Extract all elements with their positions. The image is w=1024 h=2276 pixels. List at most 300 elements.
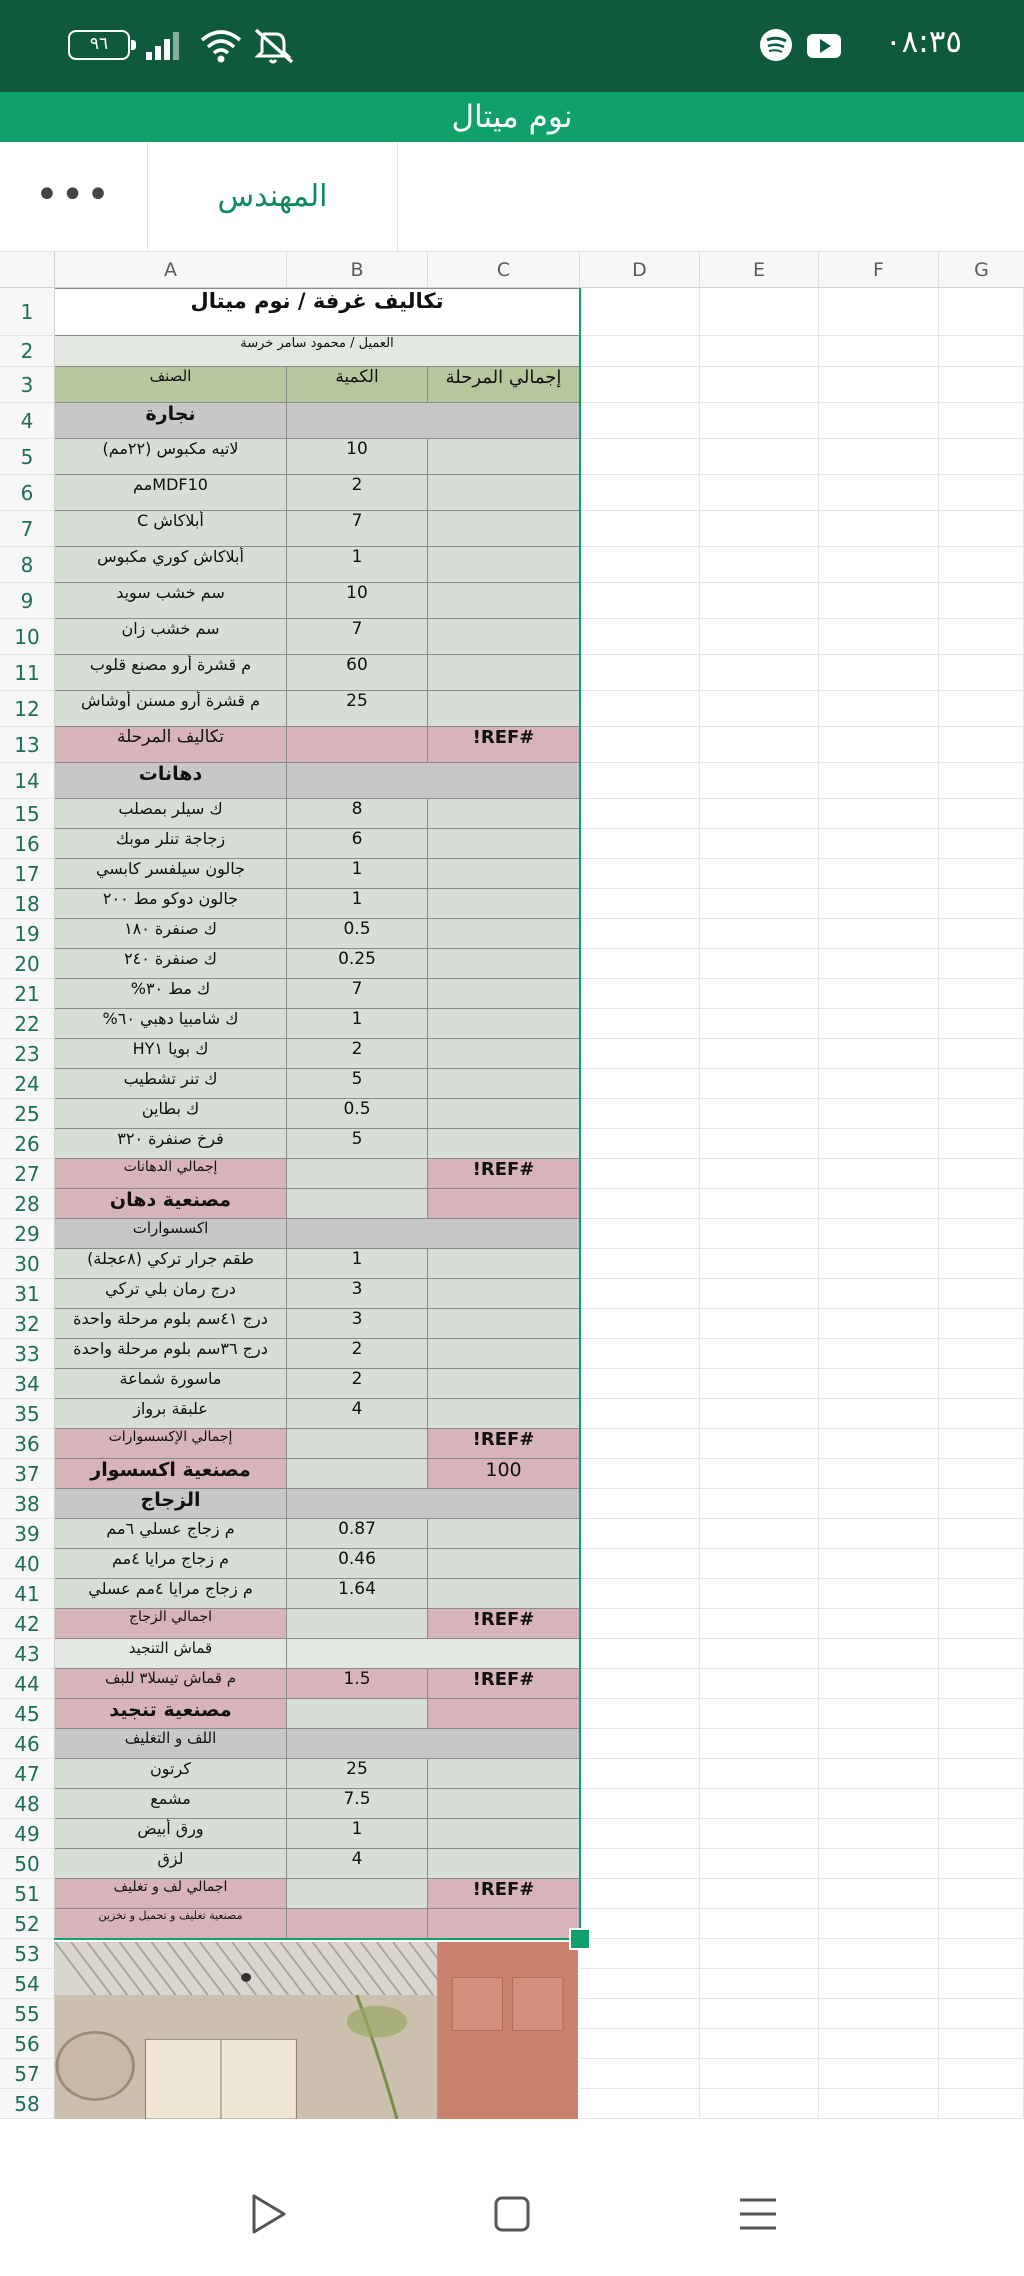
empty-cell[interactable] bbox=[700, 799, 819, 829]
cell-a45[interactable]: مصنعية تنجيد bbox=[55, 1699, 287, 1729]
empty-cell[interactable] bbox=[819, 1159, 939, 1189]
empty-cell[interactable] bbox=[939, 1339, 1024, 1369]
cell-c34[interactable] bbox=[428, 1369, 580, 1399]
cell-c4[interactable] bbox=[287, 403, 580, 439]
empty-cell[interactable] bbox=[819, 949, 939, 979]
empty-cell[interactable] bbox=[700, 1249, 819, 1279]
cell-c21[interactable] bbox=[428, 979, 580, 1009]
empty-cell[interactable] bbox=[700, 949, 819, 979]
empty-cell[interactable] bbox=[939, 1189, 1024, 1219]
cell-a6[interactable]: MDF10مم bbox=[55, 475, 287, 511]
cell-c27[interactable]: #REF! bbox=[428, 1159, 580, 1189]
empty-cell[interactable] bbox=[819, 1099, 939, 1129]
cell-c19[interactable] bbox=[428, 919, 580, 949]
cell-c6[interactable] bbox=[428, 475, 580, 511]
empty-cell[interactable] bbox=[580, 1819, 700, 1849]
empty-cell[interactable] bbox=[580, 511, 700, 547]
empty-cell[interactable] bbox=[700, 919, 819, 949]
empty-cell[interactable] bbox=[819, 1399, 939, 1429]
cell-c51[interactable]: #REF! bbox=[428, 1879, 580, 1909]
cell-c35[interactable] bbox=[428, 1399, 580, 1429]
row-header-54[interactable]: 54 bbox=[0, 1969, 55, 1999]
row-header-48[interactable]: 48 bbox=[0, 1789, 55, 1819]
cell-c7[interactable] bbox=[428, 511, 580, 547]
empty-cell[interactable] bbox=[700, 1279, 819, 1309]
empty-cell[interactable] bbox=[580, 1639, 700, 1669]
empty-cell[interactable] bbox=[819, 1369, 939, 1399]
cell-c22[interactable] bbox=[428, 1009, 580, 1039]
empty-cell[interactable] bbox=[580, 1069, 700, 1099]
cell-a15[interactable]: ك سيلر بمصلب bbox=[55, 799, 287, 829]
empty-cell[interactable] bbox=[580, 619, 700, 655]
empty-cell[interactable] bbox=[939, 1879, 1024, 1909]
empty-cell[interactable] bbox=[819, 475, 939, 511]
row-header-28[interactable]: 28 bbox=[0, 1189, 55, 1219]
cell-a52[interactable]: مصنعية تغليف و تحميل و تخزين bbox=[55, 1909, 287, 1939]
empty-cell[interactable] bbox=[580, 691, 700, 727]
empty-cell[interactable] bbox=[819, 1579, 939, 1609]
empty-cell[interactable] bbox=[580, 1459, 700, 1489]
cell-b15[interactable]: 8 bbox=[287, 799, 428, 829]
empty-cell[interactable] bbox=[700, 1309, 819, 1339]
tab-engineer[interactable]: المهندس bbox=[148, 142, 398, 252]
empty-cell[interactable] bbox=[580, 2089, 700, 2119]
empty-cell[interactable] bbox=[580, 403, 700, 439]
cell-b50[interactable]: 4 bbox=[287, 1849, 428, 1879]
empty-cell[interactable] bbox=[700, 403, 819, 439]
empty-cell[interactable] bbox=[580, 1189, 700, 1219]
row-header-3[interactable]: 3 bbox=[0, 367, 55, 403]
cell-c49[interactable] bbox=[428, 1819, 580, 1849]
empty-cell[interactable] bbox=[580, 1219, 700, 1249]
cell-a26[interactable]: فرخ صنفرة ٣٢٠ bbox=[55, 1129, 287, 1159]
cell-b42[interactable] bbox=[287, 1609, 428, 1639]
empty-cell[interactable] bbox=[939, 583, 1024, 619]
row-header-51[interactable]: 51 bbox=[0, 1879, 55, 1909]
empty-cell[interactable] bbox=[580, 1519, 700, 1549]
empty-cell[interactable] bbox=[939, 1219, 1024, 1249]
empty-cell[interactable] bbox=[819, 919, 939, 949]
empty-cell[interactable] bbox=[939, 1069, 1024, 1099]
empty-cell[interactable] bbox=[939, 2059, 1024, 2089]
empty-cell[interactable] bbox=[700, 655, 819, 691]
empty-cell[interactable] bbox=[580, 1579, 700, 1609]
cell-a3[interactable]: الصنف bbox=[55, 367, 287, 403]
cell-b51[interactable] bbox=[287, 1879, 428, 1909]
empty-cell[interactable] bbox=[580, 655, 700, 691]
cell-b21[interactable]: 7 bbox=[287, 979, 428, 1009]
empty-cell[interactable] bbox=[580, 475, 700, 511]
row-header-17[interactable]: 17 bbox=[0, 859, 55, 889]
empty-cell[interactable] bbox=[939, 1459, 1024, 1489]
cell-a18[interactable]: جالون دوكو مط ٢٠٠ bbox=[55, 889, 287, 919]
cell-b41[interactable]: 1.64 bbox=[287, 1579, 428, 1609]
cell-a31[interactable]: درج رمان بلي تركي bbox=[55, 1279, 287, 1309]
empty-cell[interactable] bbox=[819, 367, 939, 403]
empty-cell[interactable] bbox=[939, 439, 1024, 475]
empty-cell[interactable] bbox=[819, 1009, 939, 1039]
empty-cell[interactable] bbox=[580, 1429, 700, 1459]
cell-a28[interactable]: مصنعية دهان bbox=[55, 1189, 287, 1219]
empty-cell[interactable] bbox=[580, 859, 700, 889]
empty-cell[interactable] bbox=[819, 1609, 939, 1639]
cell-b5[interactable]: 10 bbox=[287, 439, 428, 475]
cell-c20[interactable] bbox=[428, 949, 580, 979]
cell-b44[interactable]: 1.5 bbox=[287, 1669, 428, 1699]
cell-a21[interactable]: ك مط ٣٠% bbox=[55, 979, 287, 1009]
empty-cell[interactable] bbox=[700, 439, 819, 475]
empty-cell[interactable] bbox=[819, 1639, 939, 1669]
row-header-38[interactable]: 38 bbox=[0, 1489, 55, 1519]
cell-a36[interactable]: إجمالي الإكسسوارات bbox=[55, 1429, 287, 1459]
empty-cell[interactable] bbox=[580, 979, 700, 1009]
cell-c29[interactable] bbox=[287, 1219, 580, 1249]
cell-a9[interactable]: سم خشب سويد bbox=[55, 583, 287, 619]
empty-cell[interactable] bbox=[700, 2059, 819, 2089]
empty-cell[interactable] bbox=[700, 1939, 819, 1969]
empty-cell[interactable] bbox=[700, 1549, 819, 1579]
cell-b28[interactable] bbox=[287, 1189, 428, 1219]
cell-c50[interactable] bbox=[428, 1849, 580, 1879]
row-header-57[interactable]: 57 bbox=[0, 2059, 55, 2089]
cell-b3[interactable]: الكمية bbox=[287, 367, 428, 403]
empty-cell[interactable] bbox=[939, 1699, 1024, 1729]
cell-a29[interactable]: اكسسوارات bbox=[55, 1219, 287, 1249]
row-header-39[interactable]: 39 bbox=[0, 1519, 55, 1549]
empty-cell[interactable] bbox=[700, 1699, 819, 1729]
empty-cell[interactable] bbox=[700, 1849, 819, 1879]
cell-c33[interactable] bbox=[428, 1339, 580, 1369]
empty-cell[interactable] bbox=[939, 288, 1024, 336]
cell-b6[interactable]: 2 bbox=[287, 475, 428, 511]
cell-c13[interactable]: #REF! bbox=[428, 727, 580, 763]
empty-cell[interactable] bbox=[939, 1489, 1024, 1519]
spreadsheet-grid[interactable] bbox=[0, 252, 1024, 2152]
cell-a23[interactable]: ك بويا HY١ bbox=[55, 1039, 287, 1069]
cell-a1[interactable]: تكاليف غرفة / نوم ميتال bbox=[55, 288, 580, 336]
row-header-45[interactable]: 45 bbox=[0, 1699, 55, 1729]
row-header-23[interactable]: 23 bbox=[0, 1039, 55, 1069]
cell-a32[interactable]: درج ٤١سم بلوم مرحلة واحدة bbox=[55, 1309, 287, 1339]
empty-cell[interactable] bbox=[819, 583, 939, 619]
empty-cell[interactable] bbox=[819, 1669, 939, 1699]
row-header-30[interactable]: 30 bbox=[0, 1249, 55, 1279]
cell-c31[interactable] bbox=[428, 1279, 580, 1309]
cell-c39[interactable] bbox=[428, 1519, 580, 1549]
cell-a27[interactable]: إجمالي الدهانات bbox=[55, 1159, 287, 1189]
row-header-52[interactable]: 52 bbox=[0, 1909, 55, 1939]
empty-cell[interactable] bbox=[819, 1819, 939, 1849]
row-header-14[interactable]: 14 bbox=[0, 763, 55, 799]
empty-cell[interactable] bbox=[939, 1639, 1024, 1669]
cell-b40[interactable]: 0.46 bbox=[287, 1549, 428, 1579]
cell-a34[interactable]: ماسورة شماعة bbox=[55, 1369, 287, 1399]
row-header-24[interactable]: 24 bbox=[0, 1069, 55, 1099]
cell-a49[interactable]: ورق أبيض bbox=[55, 1819, 287, 1849]
empty-cell[interactable] bbox=[939, 1099, 1024, 1129]
cell-c25[interactable] bbox=[428, 1099, 580, 1129]
cell-a11[interactable]: م قشرة أرو مصنع قلوب bbox=[55, 655, 287, 691]
row-header-16[interactable]: 16 bbox=[0, 829, 55, 859]
row-header-2[interactable]: 2 bbox=[0, 336, 55, 367]
cell-c10[interactable] bbox=[428, 619, 580, 655]
cell-a47[interactable]: كرتون bbox=[55, 1759, 287, 1789]
cell-b8[interactable]: 1 bbox=[287, 547, 428, 583]
empty-cell[interactable] bbox=[700, 288, 819, 336]
cell-a22[interactable]: ك شامبيا دهبي ٦٠% bbox=[55, 1009, 287, 1039]
empty-cell[interactable] bbox=[819, 829, 939, 859]
cell-c16[interactable] bbox=[428, 829, 580, 859]
column-header-e[interactable]: E bbox=[700, 252, 819, 288]
column-header-f[interactable]: F bbox=[819, 252, 939, 288]
cell-a35[interactable]: علبقة برواز bbox=[55, 1399, 287, 1429]
row-header-55[interactable]: 55 bbox=[0, 1999, 55, 2029]
row-header-50[interactable]: 50 bbox=[0, 1849, 55, 1879]
empty-cell[interactable] bbox=[580, 1009, 700, 1039]
row-header-18[interactable]: 18 bbox=[0, 889, 55, 919]
cell-b18[interactable]: 1 bbox=[287, 889, 428, 919]
empty-cell[interactable] bbox=[580, 1699, 700, 1729]
empty-cell[interactable] bbox=[700, 1759, 819, 1789]
empty-cell[interactable] bbox=[700, 1399, 819, 1429]
cell-b34[interactable]: 2 bbox=[287, 1369, 428, 1399]
cell-c43[interactable] bbox=[287, 1639, 580, 1669]
cell-c15[interactable] bbox=[428, 799, 580, 829]
cell-c3[interactable]: إجمالي المرحلة bbox=[428, 367, 580, 403]
empty-cell[interactable] bbox=[700, 2089, 819, 2119]
row-header-56[interactable]: 56 bbox=[0, 2029, 55, 2059]
empty-cell[interactable] bbox=[700, 583, 819, 619]
row-header-20[interactable]: 20 bbox=[0, 949, 55, 979]
empty-cell[interactable] bbox=[700, 1159, 819, 1189]
empty-cell[interactable] bbox=[700, 1879, 819, 1909]
empty-cell[interactable] bbox=[939, 547, 1024, 583]
column-header-g[interactable]: G bbox=[939, 252, 1024, 288]
empty-cell[interactable] bbox=[580, 1729, 700, 1759]
empty-cell[interactable] bbox=[819, 1759, 939, 1789]
menu-icon[interactable] bbox=[698, 2152, 818, 2276]
cell-c26[interactable] bbox=[428, 1129, 580, 1159]
empty-cell[interactable] bbox=[819, 799, 939, 829]
cell-a38[interactable]: الزجاج bbox=[55, 1489, 287, 1519]
cell-a37[interactable]: مصنعية اكسسوار bbox=[55, 1459, 287, 1489]
cell-c40[interactable] bbox=[428, 1549, 580, 1579]
empty-cell[interactable] bbox=[580, 288, 700, 336]
column-header-b[interactable]: B bbox=[287, 252, 428, 288]
row-header-35[interactable]: 35 bbox=[0, 1399, 55, 1429]
empty-cell[interactable] bbox=[939, 2029, 1024, 2059]
cell-a43[interactable]: قماش التنجيد bbox=[55, 1639, 287, 1669]
empty-cell[interactable] bbox=[939, 1729, 1024, 1759]
cell-b11[interactable]: 60 bbox=[287, 655, 428, 691]
empty-cell[interactable] bbox=[939, 1609, 1024, 1639]
cell-b47[interactable]: 25 bbox=[287, 1759, 428, 1789]
row-header-15[interactable]: 15 bbox=[0, 799, 55, 829]
empty-cell[interactable] bbox=[580, 1999, 700, 2029]
cell-c5[interactable] bbox=[428, 439, 580, 475]
cell-c44[interactable]: #REF! bbox=[428, 1669, 580, 1699]
empty-cell[interactable] bbox=[580, 1939, 700, 1969]
empty-cell[interactable] bbox=[819, 1039, 939, 1069]
cell-c37[interactable]: 100 bbox=[428, 1459, 580, 1489]
empty-cell[interactable] bbox=[819, 859, 939, 889]
empty-cell[interactable] bbox=[700, 1639, 819, 1669]
row-header-44[interactable]: 44 bbox=[0, 1669, 55, 1699]
empty-cell[interactable] bbox=[580, 763, 700, 799]
cell-b12[interactable]: 25 bbox=[287, 691, 428, 727]
empty-cell[interactable] bbox=[939, 979, 1024, 1009]
empty-cell[interactable] bbox=[819, 1339, 939, 1369]
row-header-19[interactable]: 19 bbox=[0, 919, 55, 949]
row-header-8[interactable]: 8 bbox=[0, 547, 55, 583]
empty-cell[interactable] bbox=[939, 829, 1024, 859]
empty-cell[interactable] bbox=[939, 919, 1024, 949]
empty-cell[interactable] bbox=[580, 829, 700, 859]
row-header-46[interactable]: 46 bbox=[0, 1729, 55, 1759]
empty-cell[interactable] bbox=[939, 475, 1024, 511]
empty-cell[interactable] bbox=[939, 1399, 1024, 1429]
select-all-corner[interactable] bbox=[0, 252, 55, 288]
cell-a24[interactable]: ك تنر تشطيب bbox=[55, 1069, 287, 1099]
empty-cell[interactable] bbox=[939, 1819, 1024, 1849]
row-header-1[interactable]: 1 bbox=[0, 288, 55, 336]
empty-cell[interactable] bbox=[819, 979, 939, 1009]
cell-b25[interactable]: 0.5 bbox=[287, 1099, 428, 1129]
empty-cell[interactable] bbox=[700, 511, 819, 547]
empty-cell[interactable] bbox=[580, 1909, 700, 1939]
cell-a14[interactable]: دهانات bbox=[55, 763, 287, 799]
cell-c24[interactable] bbox=[428, 1069, 580, 1099]
empty-cell[interactable] bbox=[819, 1519, 939, 1549]
cell-c18[interactable] bbox=[428, 889, 580, 919]
column-header-c[interactable]: C bbox=[428, 252, 580, 288]
empty-cell[interactable] bbox=[819, 1729, 939, 1759]
cell-b45[interactable] bbox=[287, 1699, 428, 1729]
cell-c52[interactable] bbox=[428, 1909, 580, 1939]
empty-cell[interactable] bbox=[819, 727, 939, 763]
cell-c48[interactable] bbox=[428, 1789, 580, 1819]
cell-c38[interactable] bbox=[287, 1489, 580, 1519]
empty-cell[interactable] bbox=[580, 336, 700, 367]
cell-c14[interactable] bbox=[287, 763, 580, 799]
cell-a46[interactable]: اللف و التغليف bbox=[55, 1729, 287, 1759]
empty-cell[interactable] bbox=[939, 1999, 1024, 2029]
cell-b39[interactable]: 0.87 bbox=[287, 1519, 428, 1549]
cell-a8[interactable]: أبلاكاش كوري مكبوس bbox=[55, 547, 287, 583]
cell-c41[interactable] bbox=[428, 1579, 580, 1609]
cell-c23[interactable] bbox=[428, 1039, 580, 1069]
empty-cell[interactable] bbox=[819, 1429, 939, 1459]
cell-a25[interactable]: ك بطاين bbox=[55, 1099, 287, 1129]
empty-cell[interactable] bbox=[580, 1669, 700, 1699]
fill-handle[interactable] bbox=[569, 1928, 591, 1950]
column-header-a[interactable]: A bbox=[55, 252, 287, 288]
cell-b20[interactable]: 0.25 bbox=[287, 949, 428, 979]
row-header-5[interactable]: 5 bbox=[0, 439, 55, 475]
empty-cell[interactable] bbox=[700, 547, 819, 583]
row-header-7[interactable]: 7 bbox=[0, 511, 55, 547]
row-header-25[interactable]: 25 bbox=[0, 1099, 55, 1129]
empty-cell[interactable] bbox=[939, 691, 1024, 727]
cell-a4[interactable]: نجارة bbox=[55, 403, 287, 439]
cell-a44[interactable]: م قماش تيسلا٣ للبف bbox=[55, 1669, 287, 1699]
cell-c12[interactable] bbox=[428, 691, 580, 727]
cell-a51[interactable]: اجمالي لف و تغليف bbox=[55, 1879, 287, 1909]
empty-cell[interactable] bbox=[580, 583, 700, 619]
home-square-icon[interactable] bbox=[452, 2152, 572, 2276]
empty-cell[interactable] bbox=[819, 1459, 939, 1489]
empty-cell[interactable] bbox=[700, 619, 819, 655]
row-header-13[interactable]: 13 bbox=[0, 727, 55, 763]
cell-c47[interactable] bbox=[428, 1759, 580, 1789]
cell-b36[interactable] bbox=[287, 1429, 428, 1459]
empty-cell[interactable] bbox=[939, 799, 1024, 829]
empty-cell[interactable] bbox=[700, 1729, 819, 1759]
row-header-43[interactable]: 43 bbox=[0, 1639, 55, 1669]
empty-cell[interactable] bbox=[819, 1189, 939, 1219]
cell-a30[interactable]: طقم جرار تركي (٨عجلة) bbox=[55, 1249, 287, 1279]
column-header-d[interactable]: D bbox=[580, 252, 700, 288]
row-header-33[interactable]: 33 bbox=[0, 1339, 55, 1369]
empty-cell[interactable] bbox=[580, 1279, 700, 1309]
empty-cell[interactable] bbox=[700, 1189, 819, 1219]
cell-b31[interactable]: 3 bbox=[287, 1279, 428, 1309]
row-header-34[interactable]: 34 bbox=[0, 1369, 55, 1399]
cell-b37[interactable] bbox=[287, 1459, 428, 1489]
cell-a16[interactable]: زجاجة تنلر موبك bbox=[55, 829, 287, 859]
empty-cell[interactable] bbox=[700, 1459, 819, 1489]
empty-cell[interactable] bbox=[819, 763, 939, 799]
empty-cell[interactable] bbox=[580, 1129, 700, 1159]
empty-cell[interactable] bbox=[819, 1489, 939, 1519]
cell-a10[interactable]: سم خشب زان bbox=[55, 619, 287, 655]
empty-cell[interactable] bbox=[700, 1669, 819, 1699]
empty-cell[interactable] bbox=[819, 1879, 939, 1909]
empty-cell[interactable] bbox=[939, 1909, 1024, 1939]
empty-cell[interactable] bbox=[700, 1129, 819, 1159]
empty-cell[interactable] bbox=[819, 1789, 939, 1819]
empty-cell[interactable] bbox=[580, 367, 700, 403]
empty-cell[interactable] bbox=[580, 1879, 700, 1909]
empty-cell[interactable] bbox=[700, 829, 819, 859]
empty-cell[interactable] bbox=[819, 655, 939, 691]
row-header-40[interactable]: 40 bbox=[0, 1549, 55, 1579]
empty-cell[interactable] bbox=[939, 727, 1024, 763]
empty-cell[interactable] bbox=[819, 1549, 939, 1579]
cell-b17[interactable]: 1 bbox=[287, 859, 428, 889]
cell-a5[interactable]: لاتيه مكبوس (٢٢مم) bbox=[55, 439, 287, 475]
empty-cell[interactable] bbox=[939, 1519, 1024, 1549]
cell-a39[interactable]: م زجاج عسلي ٦مم bbox=[55, 1519, 287, 1549]
cell-c8[interactable] bbox=[428, 547, 580, 583]
empty-cell[interactable] bbox=[700, 1069, 819, 1099]
cell-a41[interactable]: م زجاج مرايا ٤مم عسلي bbox=[55, 1579, 287, 1609]
empty-cell[interactable] bbox=[580, 1969, 700, 1999]
empty-cell[interactable] bbox=[939, 1579, 1024, 1609]
row-header-29[interactable]: 29 bbox=[0, 1219, 55, 1249]
empty-cell[interactable] bbox=[939, 949, 1024, 979]
more-options-button[interactable]: ••• bbox=[0, 142, 148, 252]
empty-cell[interactable] bbox=[580, 799, 700, 829]
empty-cell[interactable] bbox=[700, 1039, 819, 1069]
empty-cell[interactable] bbox=[939, 336, 1024, 367]
empty-cell[interactable] bbox=[819, 288, 939, 336]
empty-cell[interactable] bbox=[580, 547, 700, 583]
cell-c17[interactable] bbox=[428, 859, 580, 889]
empty-cell[interactable] bbox=[700, 1429, 819, 1459]
empty-cell[interactable] bbox=[580, 1489, 700, 1519]
empty-cell[interactable] bbox=[939, 889, 1024, 919]
